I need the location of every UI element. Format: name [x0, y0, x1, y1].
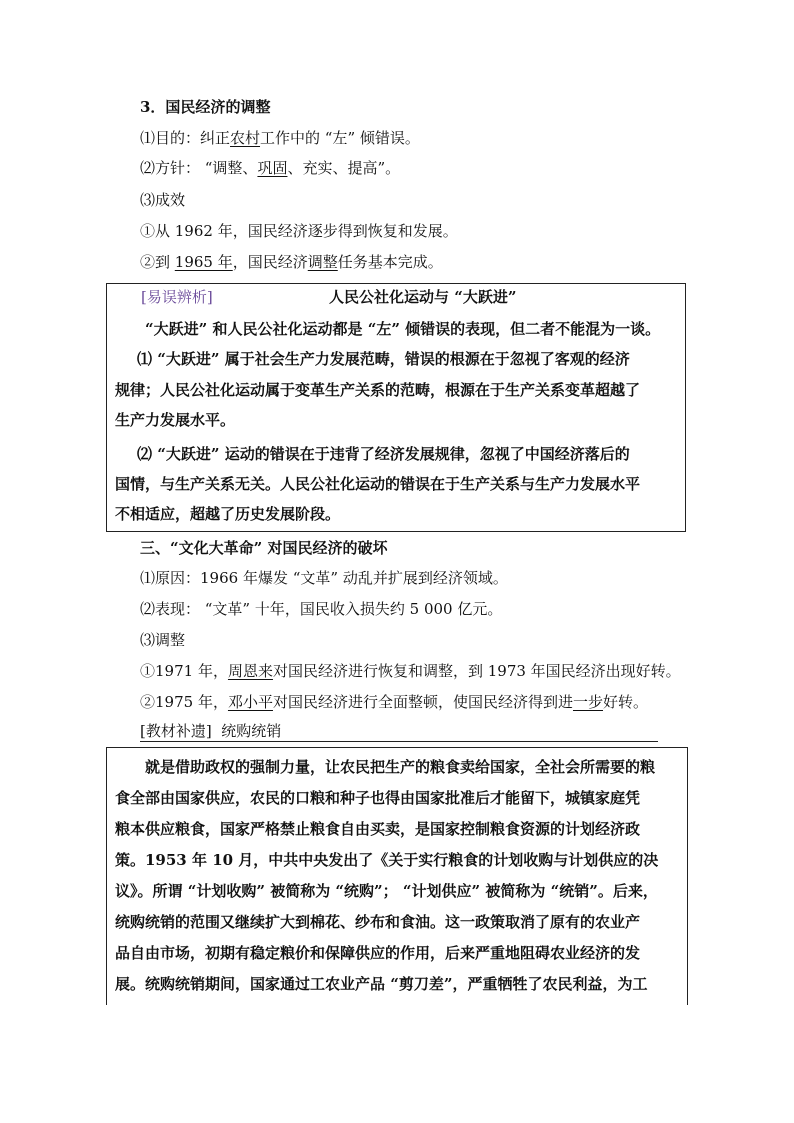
misread-line: 不相适应，超越了历史发展阶段。: [115, 505, 341, 523]
effect2-year: 1965 年: [174, 253, 233, 271]
effect-line-2: [140, 252, 443, 272]
supplement-line: 品自由市场，初期有稳定粮价和保障供应的作用，后来严重地阻碍农业经济的发: [115, 944, 641, 962]
adjust1-prefix: ①1971 年，: [140, 662, 228, 680]
misread-tag: [易误辨析]: [141, 288, 213, 306]
policy-suffix: 、充实、提高”。: [287, 159, 401, 177]
misread-box: [106, 283, 686, 532]
effect-line-1: ①从 1962 年，国民经济逐步得到恢复和发展。: [140, 222, 458, 240]
misread-title: 人民公社化运动与 “大跃进”: [329, 288, 517, 306]
policy-term: 巩固: [257, 159, 288, 177]
misread-line: ⑵ “大跃进” 运动的错误在于违背了经济发展规律，忽视了中国经济落后的: [137, 445, 630, 463]
adjust1-name: 周恩来: [227, 662, 273, 680]
supplement-line: 策。1953 年 10 月，中共中央发出了《关于实行粮食的计划收购与计划供应的决: [115, 851, 659, 869]
effect2-term: 调整: [307, 253, 338, 271]
supplement-rule: [140, 741, 658, 742]
supplement-line: 食全部由国家供应，农民的口粮和种子也得由国家批准后才能留下，城镇家庭凭: [115, 789, 641, 807]
policy-prefix: ⑵方针： “调整、: [140, 159, 258, 177]
adjust-line-2: [140, 692, 648, 712]
supplement-tag: [教材补遗]: [140, 722, 212, 740]
supplement-line: 议》。所谓 “计划收购” 被简称为 “统购”； “计划供应” 被简称为 “统销”。后来，: [115, 882, 658, 900]
cause-line: ⑴原因：1966 年爆发 “文革” 动乱并扩展到经济领域。: [140, 569, 508, 587]
purpose-term: 农村: [230, 129, 261, 147]
purpose-prefix: ⑴目的：纠正: [140, 129, 231, 147]
adjust1-suffix: 对国民经济进行恢复和调整，到 1973 年国民经济出现好转。: [272, 662, 681, 680]
effect2-mid: ，国民经济: [232, 253, 308, 271]
effect-label: ⑶成效: [140, 191, 186, 209]
misread-line: “大跃进” 和人民公社化运动都是 “左” 倾错误的表现，但二者不能混为一谈。: [145, 320, 661, 338]
adjust2-term: 一步: [572, 693, 603, 711]
purpose-suffix: 工作中的 “左” 倾错误。: [260, 129, 420, 147]
supplement-line: 粮本供应粮食，国家严格禁止粮食自由买卖，是国家控制粮食资源的计划经济政: [115, 820, 641, 838]
adjust2-name: 邓小平: [227, 693, 273, 711]
effect2-suffix: 任务基本完成。: [337, 253, 443, 271]
supplement-line: 展。统购统销期间，国家通过工农业产品 “剪刀差”，严重牺牲了农民利益，为工: [115, 975, 648, 993]
misread-line: 规律；人民公社化运动属于变革生产关系的范畴，根源在于生产关系变革超越了: [115, 381, 641, 399]
adjust2-mid: 对国民经济进行全面整顿，使国民经济得到进: [272, 693, 573, 711]
effect2-prefix: ②到: [140, 253, 175, 271]
supplement-line: 就是借助政权的强制力量，让农民把生产的粮食卖给国家，全社会所需要的粮: [145, 758, 656, 776]
manifest-line: ⑵表现： “文革” 十年，国民收入损失约 5 000 亿元。: [140, 600, 503, 618]
supplement-box: [106, 747, 688, 1005]
purpose-line: [140, 128, 420, 148]
supplement-line: 统购统销的范围又继续扩大到棉花、纱布和食油。这一政策取消了原有的农业产: [115, 913, 641, 931]
adjust-line-1: [140, 661, 681, 681]
section-heading: 三、“文化大革命” 对国民经济的破坏: [140, 539, 388, 557]
supplement-title: 统购统销: [221, 722, 282, 740]
section-heading: 3．国民经济的调整: [140, 98, 271, 116]
adjust-label: ⑶调整: [140, 631, 186, 649]
misread-line: 国情，与生产关系无关。人民公社化运动的错误在于生产关系与生产力发展水平: [115, 475, 641, 493]
misread-line: 生产力发展水平。: [115, 411, 236, 429]
misread-line: ⑴ “大跃进” 属于社会生产力发展范畴，错误的根源在于忽视了客观的经济: [137, 350, 630, 368]
adjust2-prefix: ②1975 年，: [140, 693, 228, 711]
policy-line: [140, 158, 400, 178]
adjust2-suffix: 好转。: [603, 693, 649, 711]
supplement-heading: [140, 721, 281, 741]
